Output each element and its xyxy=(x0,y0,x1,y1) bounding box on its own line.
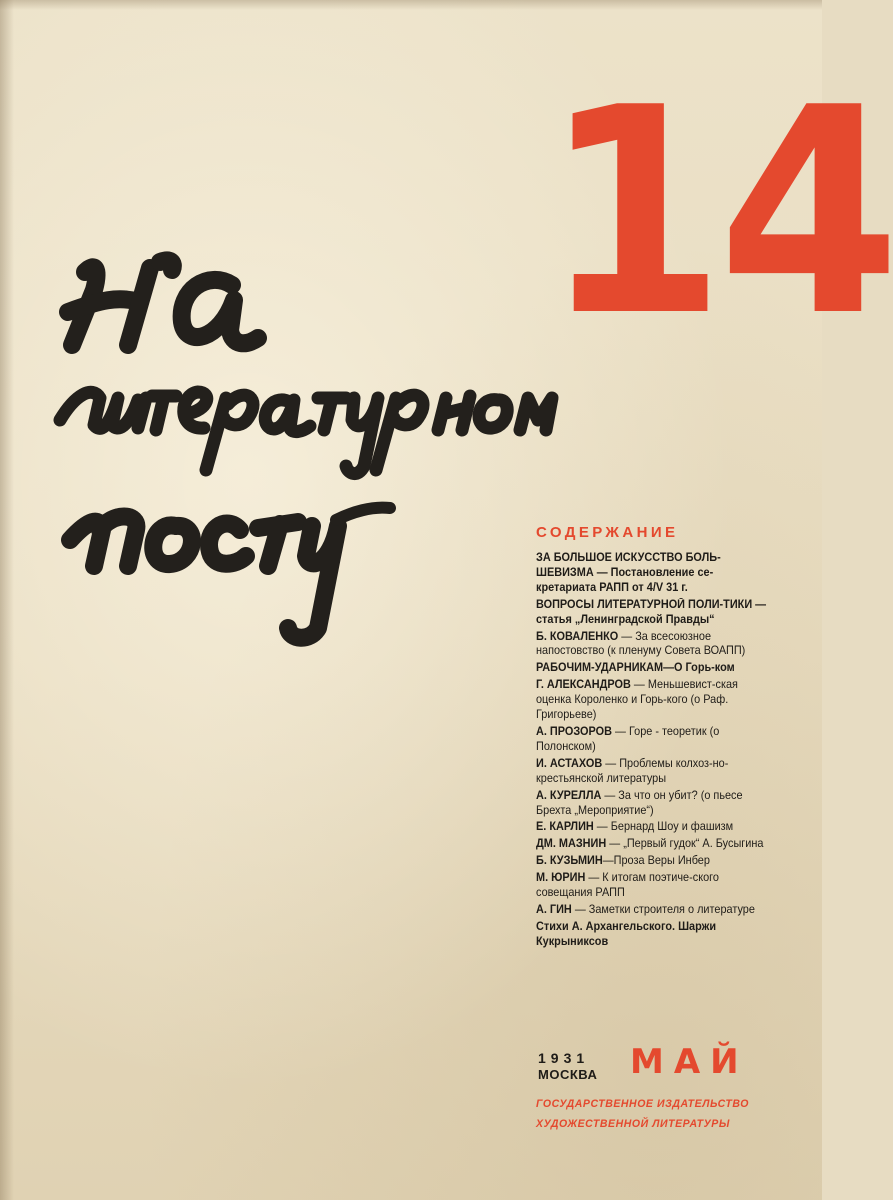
entry-author: ДМ. МАЗНИН xyxy=(536,837,607,851)
entry-title: ВОПРОСЫ ЛИТЕРАТУРНОЙ ПОЛИ-ТИКИ — статья „Ленинградской Правды“ xyxy=(536,597,767,626)
entry-title: — Горе - теоретик (о Полонском) xyxy=(536,724,720,753)
contents-entry xyxy=(536,757,768,787)
entry-title: ЗА БОЛЬШОЕ ИСКУССТВО БОЛЬ-ШЕВИЗМА — Постановление се-кретариата РАПП от 4/V 31 г. xyxy=(536,551,721,594)
contents-heading: СОДЕРЖАНИЕ xyxy=(536,524,679,541)
contents-entry xyxy=(536,920,768,950)
contents-entry xyxy=(536,854,768,869)
entry-title: — „Первый гудок“ А. Бусыгина xyxy=(606,837,764,851)
contents-entry xyxy=(536,551,768,596)
contents-entry xyxy=(536,789,768,819)
issue-number: 14 xyxy=(543,47,893,379)
title-word-postu xyxy=(70,508,390,638)
entry-title: — За что он убит? (о пьесе Брехта „Мероприятие“) xyxy=(536,788,743,817)
publisher-line-1: ГОСУДАРСТВЕННОЕ ИЗДАТЕЛЬСТВО xyxy=(536,1098,749,1110)
entry-title: — Меньшевист-ская оценка Короленко и Горь-кого (о Раф. Григорьеве) xyxy=(536,678,738,722)
entry-author: М. ЮРИН xyxy=(536,871,586,885)
contents-entry xyxy=(536,837,768,852)
entry-title: — За всесоюзное напостовство (к пленуму Совета ВОАПП) xyxy=(536,629,746,658)
entry-author: Г. АЛЕКСАНДРОВ xyxy=(536,678,631,692)
entry-author: И. АСТАХОВ xyxy=(536,756,603,770)
publication-year: 1931 xyxy=(538,1050,590,1066)
contents-list xyxy=(536,551,768,950)
publication-city: МОСКВА xyxy=(538,1067,598,1082)
entry-title: РАБОЧИМ-УДАРНИКАМ—О Горь-ком xyxy=(536,661,735,675)
title-word-literaturnom xyxy=(60,392,552,474)
entry-author: Б. КУЗЬМИН xyxy=(536,854,603,868)
entry-author: Е. КАРЛИН xyxy=(536,820,594,834)
entry-title: Стихи А. Архангельского. Шаржи Кукрыниксов xyxy=(536,919,717,948)
entry-title: — Проблемы колхоз-но-крестьянской литературы xyxy=(536,756,729,785)
publication-month: МАЙ xyxy=(630,1042,749,1082)
entry-title: — К итогам поэтиче-ского совещания РАПП xyxy=(536,871,719,900)
publisher-line-2: ХУДОЖЕСТВЕННОЙ ЛИТЕРАТУРЫ xyxy=(536,1118,730,1130)
publisher xyxy=(536,1094,759,1134)
entry-title: — Бернард Шоу и фашизм xyxy=(593,820,734,834)
title-word-na xyxy=(68,260,258,345)
entry-author: А. КУРЕЛЛА xyxy=(536,788,602,802)
contents-entry xyxy=(536,678,768,723)
contents-entry xyxy=(536,630,768,660)
entry-title: —Проза Веры Инбер xyxy=(602,854,710,868)
contents-entry xyxy=(536,725,768,755)
contents-entry xyxy=(536,871,768,901)
contents-entry xyxy=(536,598,768,628)
entry-author: А. ГИН xyxy=(536,902,572,916)
entry-author: Б. КОВАЛЕНКО xyxy=(536,629,619,643)
entry-title: — Заметки строителя о литературе xyxy=(571,902,755,916)
entry-author: А. ПРОЗОРОВ xyxy=(536,724,613,738)
contents-entry xyxy=(536,661,768,676)
contents-entry xyxy=(536,820,768,835)
contents-entry xyxy=(536,903,768,918)
table-of-contents xyxy=(536,524,768,952)
